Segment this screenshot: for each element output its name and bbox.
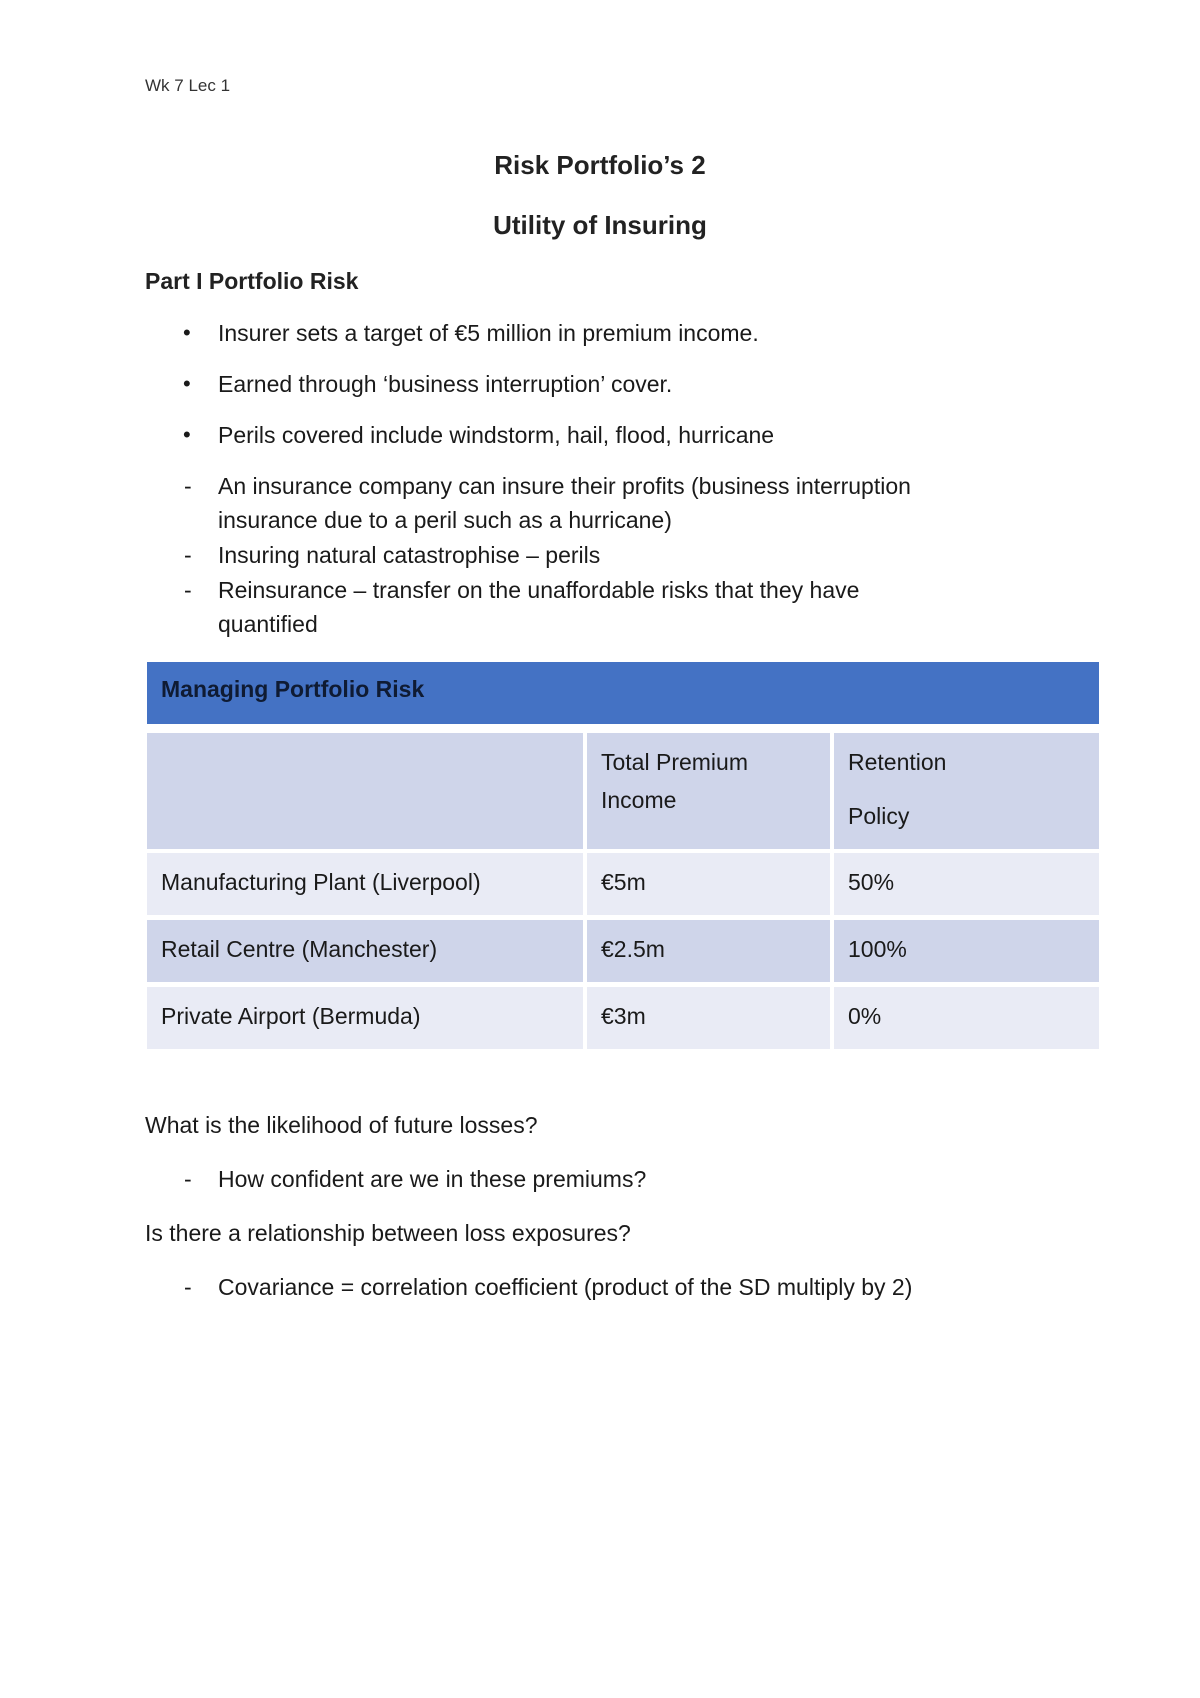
table-cell-premium: €3m — [587, 987, 830, 1049]
table-cell-risk: Private Airport (Bermuda) — [147, 987, 583, 1049]
document-title: Risk Portfolio’s 2 — [494, 150, 706, 180]
header-text: Total Premium — [601, 749, 748, 775]
table-title: Managing Portfolio Risk — [147, 662, 1099, 724]
page-header: Wk 7 Lec 1 — [145, 76, 231, 95]
bullet-marker: • — [183, 320, 191, 345]
table-cell-retention: 0% — [834, 987, 1099, 1049]
dash-marker: - — [184, 577, 192, 603]
dash-marker: - — [184, 473, 192, 499]
table-header-empty — [147, 733, 583, 849]
section-heading-part-1: Part I Portfolio Risk — [145, 268, 359, 294]
dash-item-continuation: insurance due to a peril such as a hurricane) — [218, 507, 672, 533]
dash-item: Covariance = correlation coefficient (product of the SD multiply by 2) — [218, 1274, 913, 1300]
dash-marker: - — [184, 542, 192, 568]
question-text: What is the likelihood of future losses? — [145, 1112, 538, 1138]
dash-marker: - — [184, 1274, 192, 1300]
dash-item: How confident are we in these premiums? — [218, 1166, 647, 1192]
bullet-marker: • — [183, 422, 191, 447]
table-cell-retention: 100% — [834, 920, 1099, 982]
table-cell-retention: 50% — [834, 853, 1099, 915]
bullet-item: Insurer sets a target of €5 million in premium income. — [218, 320, 759, 346]
header-text: Retention — [848, 749, 947, 775]
dash-marker: - — [184, 1166, 192, 1192]
dash-item: An insurance company can insure their profits (business interruption — [218, 473, 911, 499]
table-header-retention — [834, 733, 1099, 849]
dash-item: Reinsurance – transfer on the unaffordable risks that they have — [218, 577, 860, 603]
table-header-total-premium — [587, 733, 830, 849]
bullet-item: Earned through ‘business interruption’ cover. — [218, 371, 673, 397]
table-cell-premium: €2.5m — [587, 920, 830, 982]
table-cell-premium: €5m — [587, 853, 830, 915]
table-cell-risk: Retail Centre (Manchester) — [147, 920, 583, 982]
dash-item: Insuring natural catastrophise – perils — [218, 542, 601, 568]
bullet-item: Perils covered include windstorm, hail, flood, hurricane — [218, 422, 775, 448]
bullet-marker: • — [183, 371, 191, 396]
header-text: Income — [601, 787, 677, 813]
question-text: Is there a relationship between loss exposures? — [145, 1220, 631, 1246]
header-text: Policy — [848, 803, 910, 829]
table-cell-risk: Manufacturing Plant (Liverpool) — [147, 853, 583, 915]
dash-item-continuation: quantified — [218, 611, 318, 637]
document-subtitle: Utility of Insuring — [493, 210, 707, 240]
